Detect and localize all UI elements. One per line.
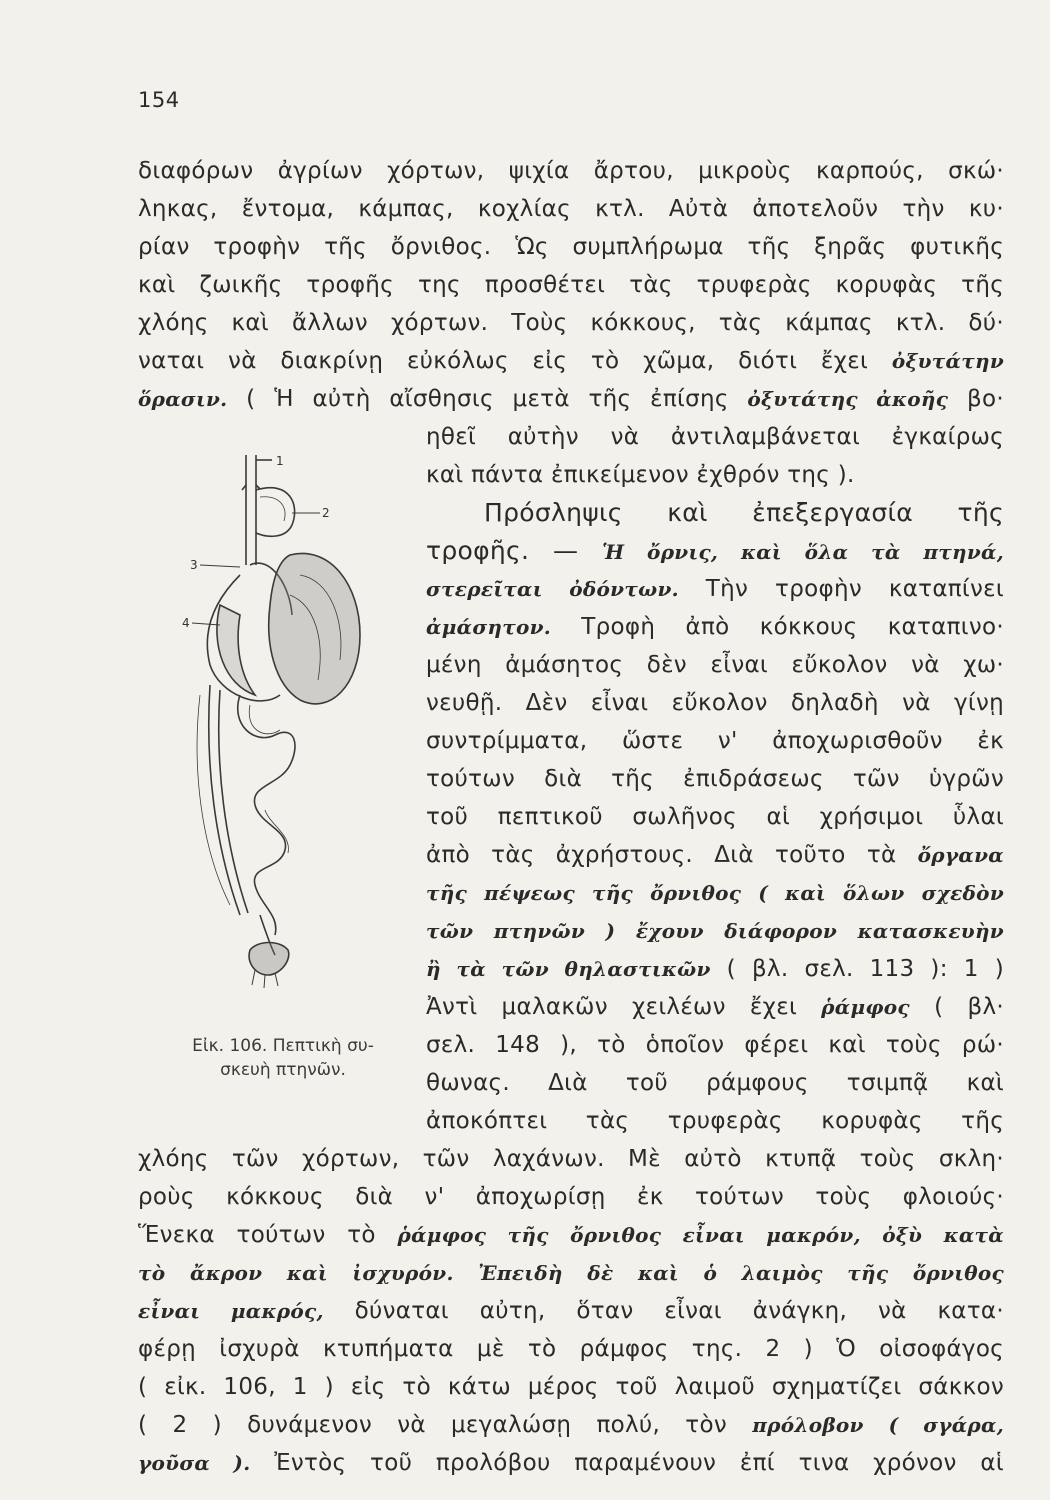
text-line: διαφόρων ἀγρίων χόρτων, ψιχία ἄρτου, μικροὺς καρπούς, σκώ· [138,158,1004,184]
text-line: φέρῃ ἰσχυρὰ κτυπήματα μὲ τὸ ράμφος της. 2 ) Ὁ οἰσοφάγος [138,1336,1004,1362]
figure-label: 4 [182,616,190,630]
text-line [426,612,1004,642]
emphasis: ἢ τὰ τῶν θηλαστικῶν [426,957,711,981]
text-run: Ἕνεκα τούτων τὸ [138,1222,376,1248]
text-line: ρίαν τροφὴν τῆς ὄρνιθος. Ὡς συμπλήρωμα τῆς ξηρᾶς φυτικῆς [138,234,1004,260]
text-run: ἀπὸ τὰς ἀχρήστους. Διὰ τοῦτο τὰ [426,842,897,868]
figure-label: 1 [276,454,284,468]
text-line: ( εἰκ. 106, 1 ) εἰς τὸ κάτω μέρος τοῦ λαιμοῦ σχηματίζει σάκκον [138,1374,1004,1400]
text-line: μένη ἀμάσητος δὲν εἶναι εὔκολον νὰ χω· [426,652,1004,678]
text-line: τῶν πτηνῶν ) ἔχουν διάφορον κατασκευὴν [426,919,1004,943]
text-line [138,1296,1004,1326]
page-number: 154 [138,88,180,112]
emphasis: εἶναι μακρός, [138,1299,324,1323]
text-line: τῆς πέψεως τῆς ὄρνιθος ( καὶ ὅλων σχεδὸν [426,881,1004,905]
text-run: τροφῆς. — [426,536,579,565]
text-line [138,1220,1004,1250]
text-run: βο· [967,386,1004,412]
emphasis: πρόλοβον ( σγάρα, [752,1413,1004,1437]
text-line: συντρίμματα, ὥστε ν' ἀποχωρισθοῦν ἐκ [426,728,1004,754]
text-line: ἀποκόπτει τὰς τρυφερὰς κορυφὰς τῆς [426,1108,1004,1134]
text-line [426,954,1004,984]
emphasis: ὅρασιν. [138,387,228,411]
emphasis: ῥάμφος [821,995,910,1019]
emphasis: Ἡ ὄρνις, καὶ ὅλα τὰ πτηνά, [602,540,1004,564]
emphasis: στερεῖται ὀδόντων. [426,577,679,601]
text-line: καὶ ζωικῆς τροφῆς της προσθέτει τὰς τρυφερὰς κορυφὰς τῆς [138,272,1004,298]
text-line [426,536,1004,567]
text-line: ροὺς κόκκους διὰ ν' ἀποχωρίσῃ ἐκ τούτων τοὺς φλοιούς· [138,1184,1004,1210]
text-run: ναται νὰ διακρίνῃ εὐκόλως εἰς τὸ χῶμα, διότι ἔχει [138,348,869,374]
emphasis: ῥάμφος τῆς ὄρνιθος εἶναι μακρόν, ὀξὺ κατὰ [397,1223,1004,1247]
text-line [138,346,1004,376]
text-line: ηθεῖ αὐτὴν νὰ ἀντιλαμβάνεται ἐγκαίρως [426,424,1004,450]
text-line [426,840,1004,870]
text-line: θωνας. Διὰ τοῦ ράμφους τσιμπᾷ καὶ [426,1070,1004,1096]
emphasis: ἀμάσητον. [426,615,552,639]
text-line [138,1410,1004,1440]
text-run: ( 2 ) δυνάμενον νὰ μεγαλώσῃ πολύ, τὸν [138,1412,727,1438]
text-line: νευθῇ. Δὲν εἶναι εὔκολον δηλαδὴ νὰ γίνῃ [426,690,1004,716]
text-line: τοῦ πεπτικοῦ σωλῆνος αἱ χρήσιμοι ὗλαι [426,804,1004,830]
text-line: χλόης καὶ ἄλλων χόρτων. Τοὺς κόκκους, τὰς κάμπας κτλ. δύ· [138,310,1004,336]
text-line: ληκας, ἔντομα, κάμπας, κοχλίας κτλ. Αὐτὰ ἀποτελοῦν τὴν κυ· [138,196,1004,222]
emphasis: ὀξυτάτην [891,349,1004,373]
figure-caption: Εἰκ. 106. Πεπτικὴ συ- [192,1036,374,1056]
figure-caption: σκευὴ πτηνῶν. [220,1060,346,1080]
figure-label: 3 [190,558,198,572]
figure-label: 2 [322,506,330,520]
text-run: Τροφὴ ἀπὸ κόκκους καταπινο· [581,614,1004,640]
emphasis: γοῦσα ). [138,1451,251,1475]
text-line: καὶ πάντα ἐπικείμενον ἐχθρόν της ). [426,462,855,488]
text-line: σελ. 148 ), τὸ ὁποῖον φέρει καὶ τοὺς ρώ· [426,1032,1004,1058]
text-line: τὸ ἄκρον καὶ ἰσχυρόν. Ἐπειδὴ δὲ καὶ ὁ λαιμὸς τῆς ὄρνιθος [138,1261,1004,1285]
text-run: ( βλ. σελ. 113 ): 1 ) [726,956,1004,982]
text-line: χλόης τῶν χόρτων, τῶν λαχάνων. Μὲ αὐτὸ κτυπᾷ τοὺς σκλη· [138,1146,1004,1172]
text-run: ( βλ· [934,994,1004,1020]
text-run: Ἀντὶ μαλακῶν χειλέων ἔχει [426,994,798,1020]
text-line [426,992,1004,1022]
digestive-system-illustration [180,445,420,990]
text-line [426,574,1004,604]
section-heading: Πρόσληψις καὶ ἐπεξεργασία τῆς [484,498,1004,527]
text-run: Τὴν τροφὴν καταπίνει [705,576,1004,602]
text-line [138,384,1004,414]
text-run: ( Ἡ αὐτὴ αἴσθησις μετὰ τῆς ἐπίσης [246,386,729,412]
text-line [138,1448,1004,1478]
text-line: τούτων διὰ τῆς ἐπιδράσεως τῶν ὑγρῶν [426,766,1004,792]
emphasis: ὀξυτάτης ἀκοῆς [747,387,949,411]
text-run: Ἐντὸς τοῦ προλόβου παραμένουν ἐπί τινα χρόνον αἱ [274,1450,1004,1476]
emphasis: ὄργανα [917,843,1004,867]
text-run: δύναται αὐτη, ὅταν εἶναι ἀνάγκη, νὰ κατα· [354,1298,1004,1324]
